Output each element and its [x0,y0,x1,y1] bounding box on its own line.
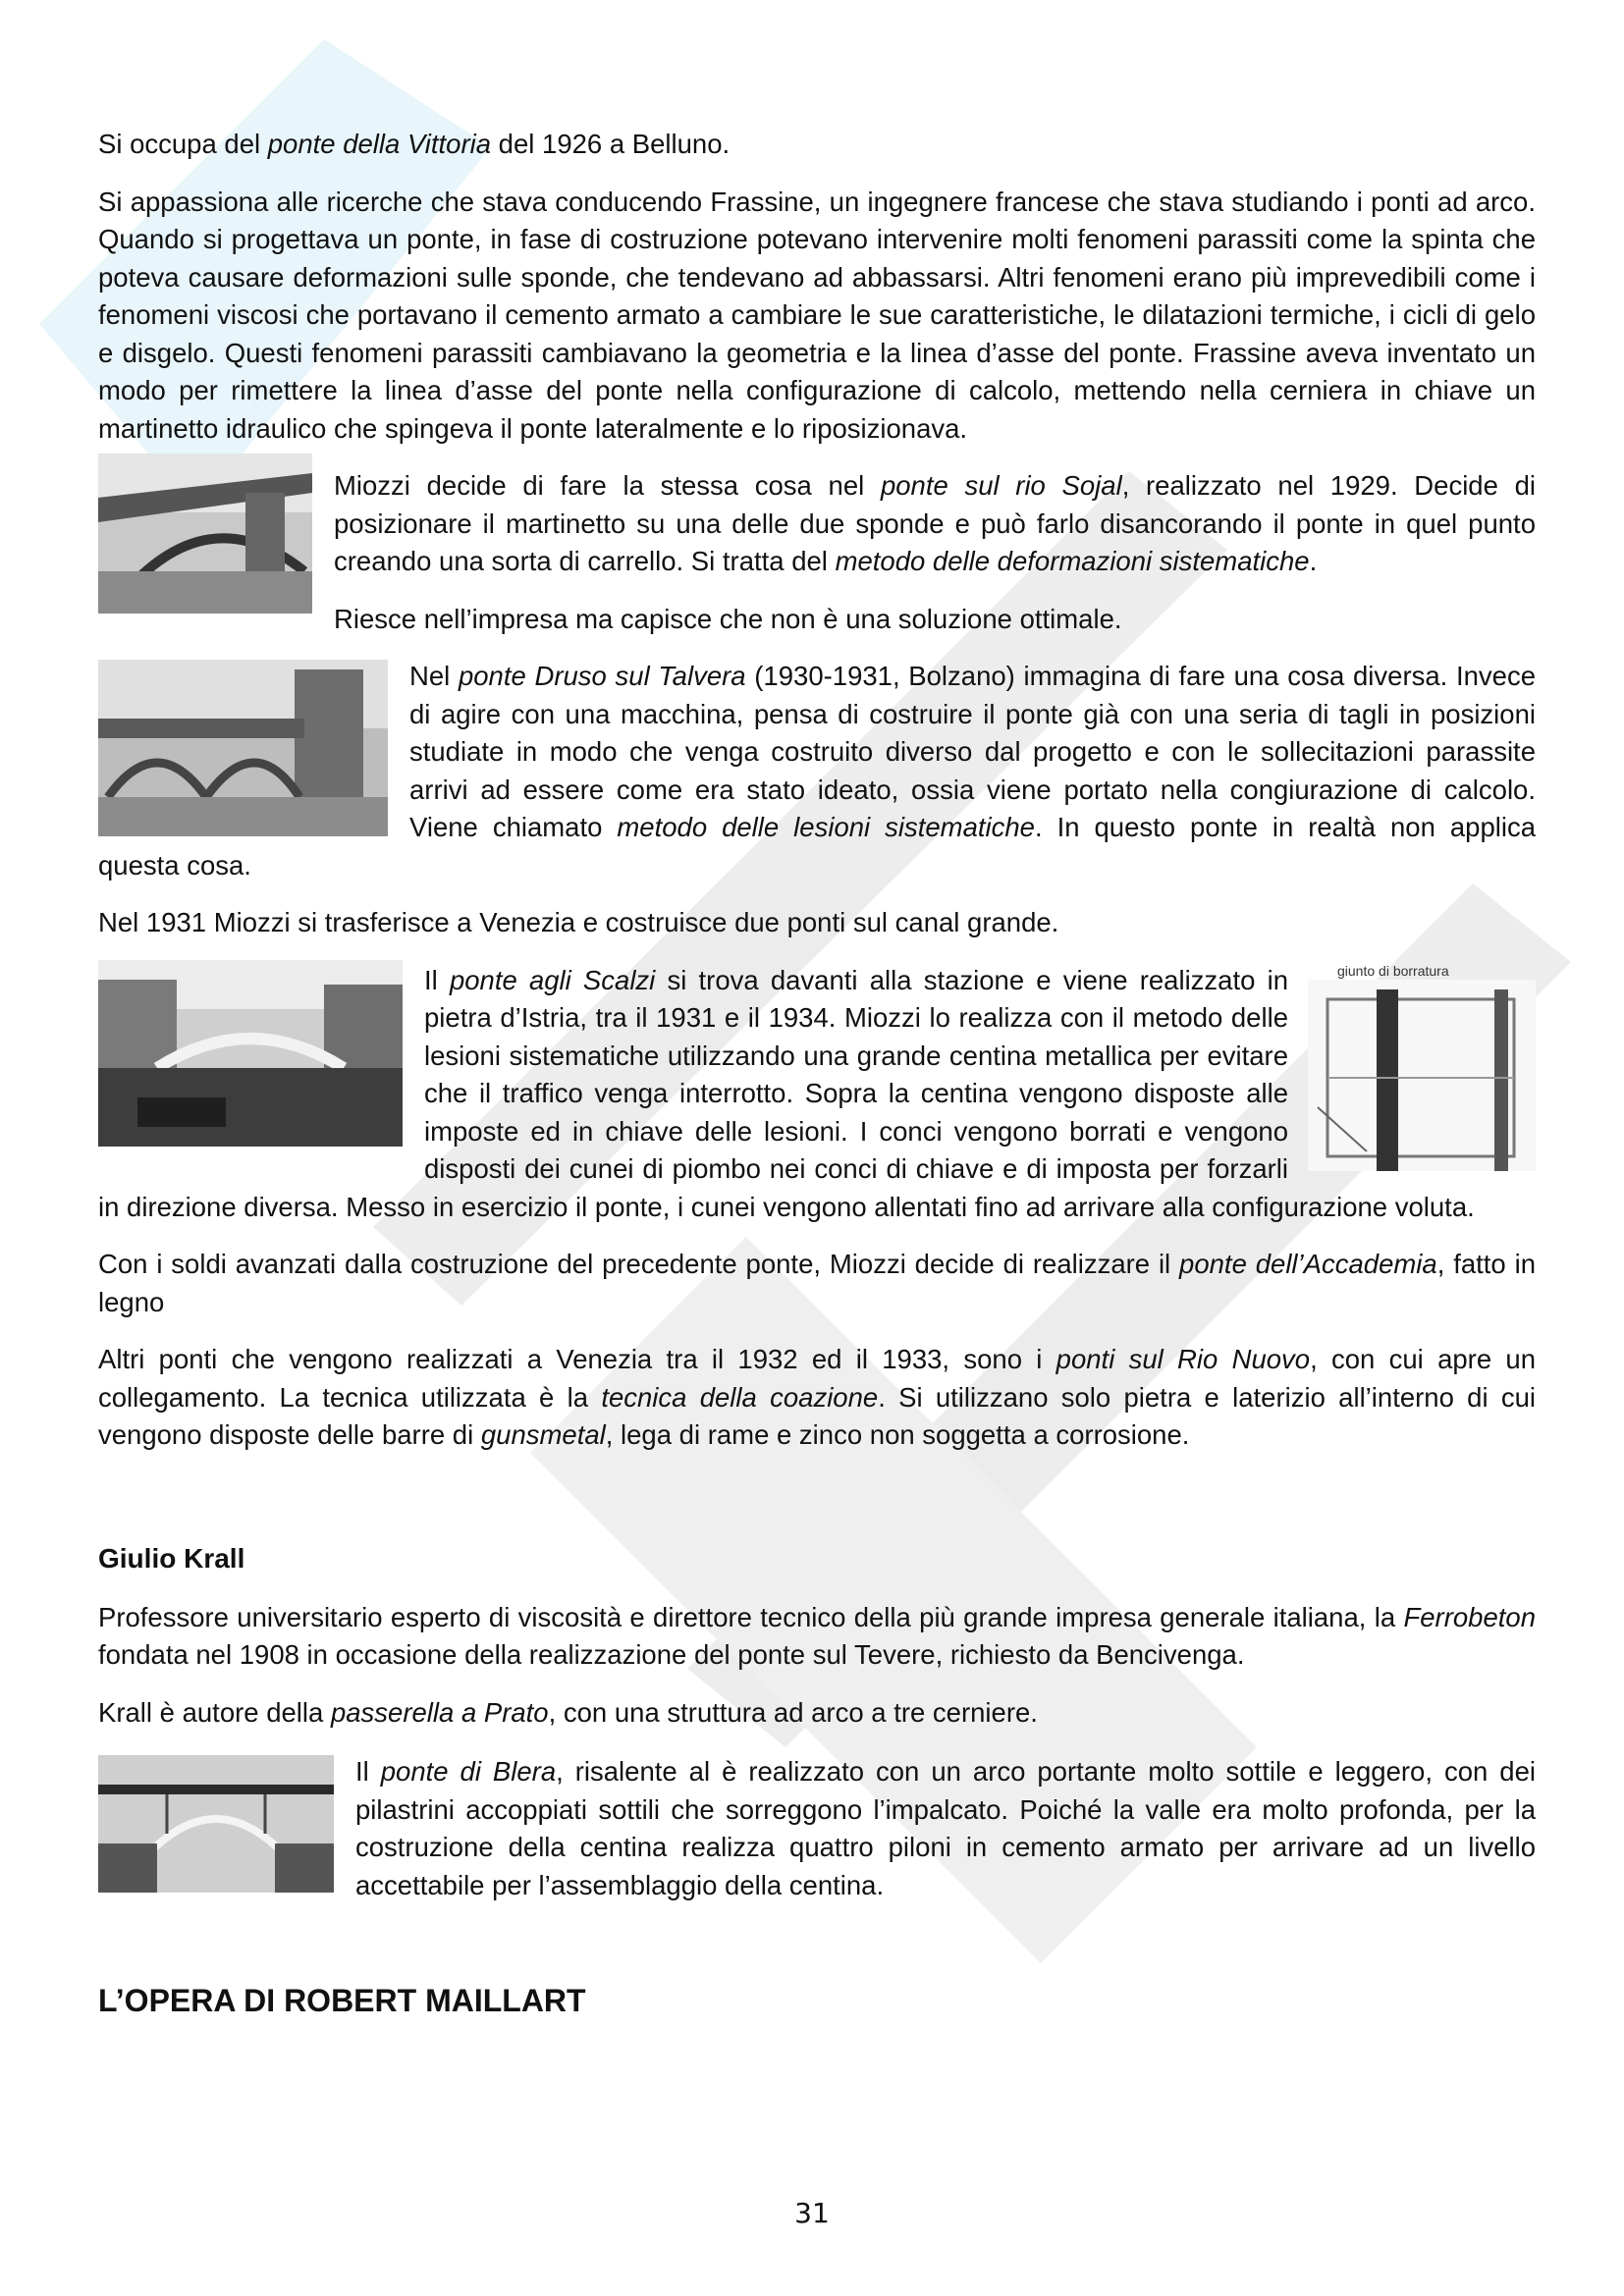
paragraph-blera: Il ponte di Blera, risalente al è realizzato con un arco portante molto sottile e leggero, con dei pilastrini accoppiati sottili che sorreggono l’impalcato. Poiché la valle era molto profonda, per la costruzione della centina realizza quattro piloni in cemento armato per arrivare ad un livello accettabile per l’assemblaggio della centina. [355,1756,1536,1900]
photo-ponte-rio-sojal [98,454,312,614]
paragraph-venezia: Nel 1931 Miozzi si trasferisce a Venezia e costruisce due ponti sul canal grande. [98,907,1059,937]
photo-ponte-druso [98,660,388,836]
paragraph-rio-nuovo: Altri ponti che vengono realizzati a Venezia tra il 1932 ed il 1933, sono i ponti sul Rio Nuovo, con cui apre un collegamento. La tecnica utilizzata è la tecnica della coazione. Si utilizzano solo pietra e laterizio all’interno di cui vengono disposte delle barre di gunsmetal, lega di rame e zinco non soggetta a corrosione. [98,1344,1536,1450]
paragraph-krall-bio: Professore universitario esperto di viscosità e direttore tecnico della più grande impresa generale italiana, la Ferrobeton fondata nel 1908 in occasione della realizzazione del ponte sul Tevere, richiesto da Bencivenga. [98,1601,1536,1670]
diagram-giunto [1308,980,1536,1171]
paragraph-sojal: Miozzi decide di fare la stessa cosa nel ponte sul rio Sojal, realizzato nel 1929. Decide di posizionare il martinetto su una delle due sponde e può farlo disancorando il ponte in quel punto creando una sorta di carrello. Si tratta del metodo delle deformazioni sistematiche. [334,470,1536,576]
paragraph-scalzi: Il ponte agli Scalzi si trova davanti alla stazione e viene realizzato in pietra d’Istria, tra il 1931 e il 1934. Miozzi lo realizza con il metodo delle lesioni sistematiche utilizzando una grande centina metallica per evitare che il traffico venga interrotto. Sopra la centina vengono disposte alle imposte ed in chiave delle lesioni. I conci vengono borrati e vengono disposti dei cunei di piombo nei conci di chiave e di imposta per forzarli in direzione diversa. Messo in esercizio il ponte, i cunei vengono allentati fino ad arrivare alla configurazione voluta. [98,964,1475,1222]
heading-giulio-krall: Giulio Krall [98,1542,245,1574]
paragraph-frassine: Si appassiona alle ricerche che stava conducendo Frassine, un ingegnere francese che stava studiando i ponti ad arco. Quando si progettava un ponte, in fase di costruzione potevano intervenire molti fenomeni parassiti come la spinta che poteva causare deformazioni sulle sponde, che tendevano ad abbassarsi. Altri fenomeni erano più imprevedibili come i fenomeni viscosi che portavano il cemento armato a cambiare le sue caratteristiche, le dilatazioni termiche, i cicli di gelo e disgelo. Questi fenomeni parassiti cambiavano la geometria e la linea d’asse del ponte. Frassine aveva inventato un modo per rimettere la linea d’asse del ponte nella configurazione di calcolo, mettendo nella cerniera in chiave un martinetto idraulico che spingeva il ponte lateralmente e lo riposizionava. [98,186,1536,444]
paragraph-accademia: Con i soldi avanzati dalla costruzione del precedente ponte, Miozzi decide di realizzare il ponte dell’Accademia, fatto in legno [98,1249,1537,1317]
page-content [98,126,1536,2020]
photo-ponte-blera [98,1755,334,1893]
figure-giunto-borratura [1308,962,1536,1176]
paragraph-vittoria: Si occupa del ponte della Vittoria del 1926 a Belluno. [98,129,731,159]
paragraph-druso: Nel ponte Druso sul Talvera (1930-1931, Bolzano) immagina di fare una cosa diversa. Invece di agire con una macchina, pensa di costruire il ponte già con una seria di tagli in posizioni studiate in modo che venga costruito diverso dal progetto e con le sollecitazioni parassite arrivi ad essere come era stato ideato, ossia viene portato nella congiurazione di calcolo. Viene chiamato metodo delle lesioni sistematiche. In questo ponte in realtà non applica questa cosa. [98,661,1537,881]
heading-robert-maillart: L’OPERA DI ROBERT MAILLART [98,1983,586,2018]
paragraph-impresa: Riesce nell’impresa ma capisce che non è una soluzione ottimale. [334,603,1122,634]
page-number: 31 [794,2197,830,2229]
photo-ponte-scalzi [98,960,403,1147]
paragraph-prato: Krall è autore della passerella a Prato, con una struttura ad arco a tre cerniere. [98,1696,1038,1728]
diagram-label: giunto di borratura [1337,962,1449,979]
